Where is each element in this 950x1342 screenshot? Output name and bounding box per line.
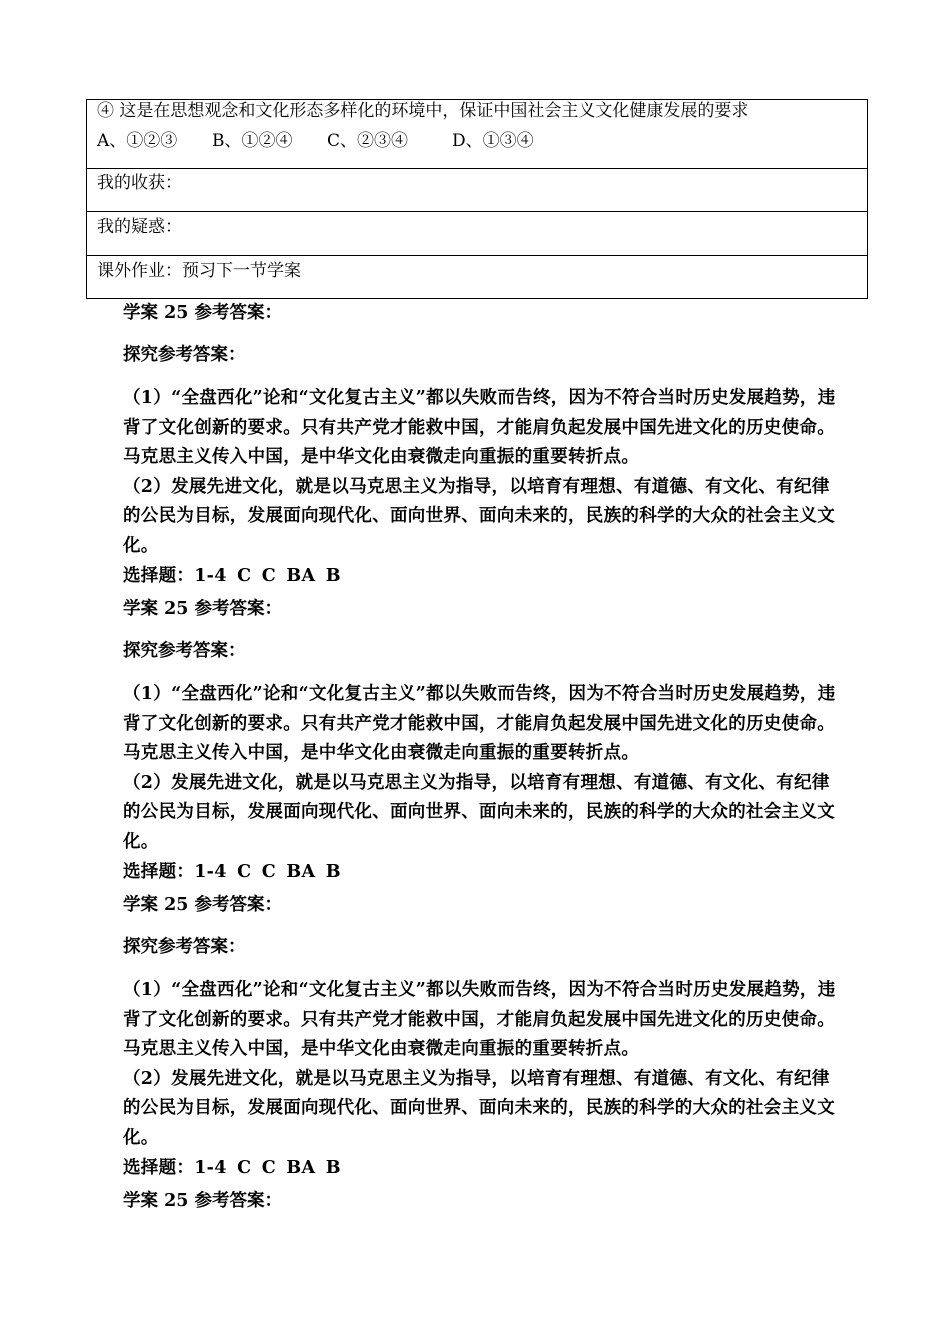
explore-heading: 探究参考答案： <box>123 641 246 661</box>
worksheet-table <box>86 99 868 299</box>
answer-options <box>97 130 867 158</box>
answer-block <box>123 890 843 1183</box>
answer-point-1: （1）“全盘西化”论和“文化复古主义”都以失败而告终，因为不符合当时历史发展趋势，违背了文化创新的要求。只有共产党才能救中国，才能肩负起发展中国先进文化的历史使命。马克思主义传入中国，是中华文化由衰微走向重振的重要转折点。 <box>123 980 836 1059</box>
homework-row <box>87 255 867 298</box>
answer-point-2: （2）发展先进文化，就是以马克思主义为指导，以培育有理想、有道德、有文化、有纪律的公民为目标，发展面向现代化、面向世界、面向未来的，民族的科学的大众的社会主义文化。 <box>123 772 835 852</box>
answer-paragraph <box>123 384 843 591</box>
explore-heading: 探究参考答案： <box>123 937 246 957</box>
answer-point-1: （1）“全盘西化”论和“文化复古主义”都以失败而告终，因为不符合当时历史发展趋势，违背了文化创新的要求。只有共产党才能救中国，才能肩负起发展中国先进文化的历史使命。马克思主义传入中国，是中华文化由衰微走向重振的重要转折点。 <box>123 388 836 467</box>
choice-answers: 选择题：1-4 C C BA B <box>123 862 341 882</box>
explore-heading: 探究参考答案： <box>123 345 246 365</box>
statement-4: ④ 这是在思想观念和文化形态多样化的环境中，保证中国社会主义文化健康发展的要求 <box>97 101 749 121</box>
option-c: C、②③④ <box>327 131 409 151</box>
answer-block <box>123 1186 843 1216</box>
answer-heading: 学案 25 参考答案： <box>123 895 283 915</box>
answer-point-2: （2）发展先进文化，就是以马克思主义为指导，以培育有理想、有道德、有文化、有纪律的公民为目标，发展面向现代化、面向世界、面向未来的，民族的科学的大众的社会主义文化。 <box>123 476 835 556</box>
answer-paragraph <box>123 680 843 887</box>
answer-heading: 学案 25 参考答案： <box>123 1191 283 1211</box>
homework-text: 课外作业：预习下一节学案 <box>97 261 301 281</box>
answer-heading: 学案 25 参考答案： <box>123 303 283 323</box>
doubt-label: 我的疑惑： <box>97 217 182 237</box>
option-b: B、①②④ <box>212 131 293 151</box>
gain-row <box>87 168 867 211</box>
answer-point-1: （1）“全盘西化”论和“文化复古主义”都以失败而告终，因为不符合当时历史发展趋势，违背了文化创新的要求。只有共产党才能救中国，才能肩负起发展中国先进文化的历史使命。马克思主义传入中国，是中华文化由衰微走向重振的重要转折点。 <box>123 684 836 763</box>
option-d: D、①③④ <box>452 131 534 151</box>
answer-block <box>123 594 843 887</box>
answer-paragraph <box>123 976 843 1183</box>
choice-answers: 选择题：1-4 C C BA B <box>123 566 341 586</box>
doubt-row <box>87 211 867 255</box>
choice-answers: 选择题：1-4 C C BA B <box>123 1158 341 1178</box>
answer-block <box>123 298 843 591</box>
gain-label: 我的收获： <box>97 173 182 193</box>
option-a: A、①②③ <box>97 131 178 151</box>
answer-point-2: （2）发展先进文化，就是以马克思主义为指导，以培育有理想、有道德、有文化、有纪律的公民为目标，发展面向现代化、面向世界、面向未来的，民族的科学的大众的社会主义文化。 <box>123 1068 835 1148</box>
question-row <box>87 100 867 168</box>
answer-heading: 学案 25 参考答案： <box>123 599 283 619</box>
